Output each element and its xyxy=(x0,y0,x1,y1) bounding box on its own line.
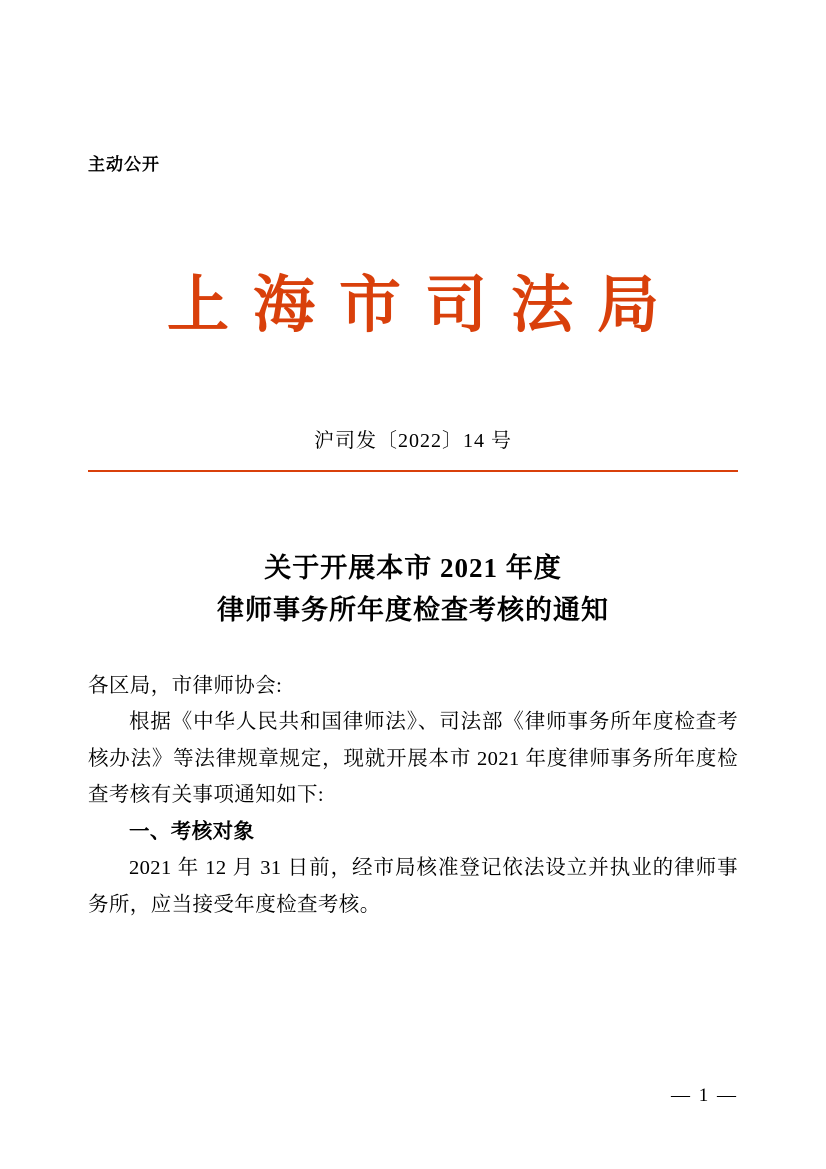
page-title-line-2: 律师事务所年度检查考核的通知 xyxy=(217,594,609,625)
paragraph-1: 根据《中华人民共和国律师法》、司法部《律师事务所年度检查考核办法》等法律规章规定，现就开展本市 2021 年度律师事务所年度检查考核有关事项通知如下: xyxy=(88,711,738,807)
page-title xyxy=(0,548,826,632)
header-divider xyxy=(88,470,738,472)
salutation: 各区局，市律师协会: xyxy=(88,675,283,697)
document-body xyxy=(88,668,738,923)
page-title-line-1: 关于开展本市 2021 年度 xyxy=(264,553,562,583)
section-1-body: 2021 年 12 月 31 日前，经市局核准登记依法设立并执业的律师事务所，应当接受年度检查考核。 xyxy=(88,857,738,916)
issuer-title: 上海市司法局 xyxy=(166,272,683,340)
classification-label: 主动公开 xyxy=(88,155,160,174)
document-number: 沪司发〔2022〕14 号 xyxy=(314,430,512,452)
section-1-heading: 一、考核对象 xyxy=(129,820,255,843)
page-number: — 1 — xyxy=(671,1085,738,1106)
